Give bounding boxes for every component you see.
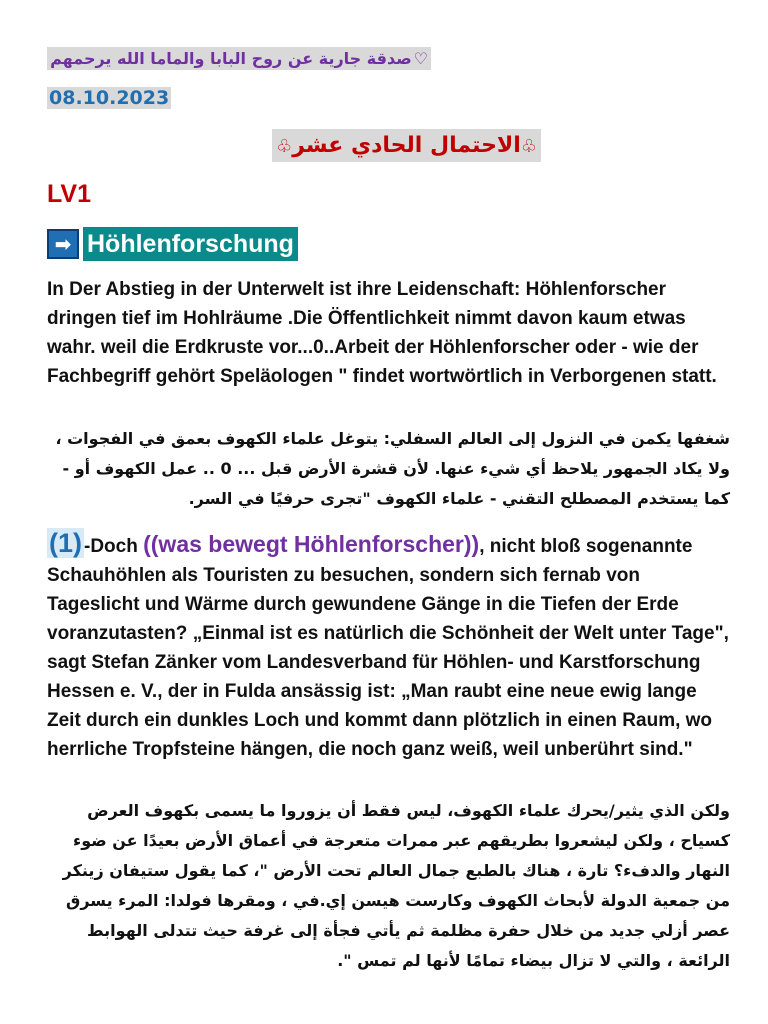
paragraph-number: (1) [49,528,82,558]
paragraph-german-1: In Der Abstieg in der Unterwelt ist ihre Leidenschaft: Höhlenforscher dringen tief im Hohlräume .Die Öffentlichkeit nimmt davon kaum etwas wahr. weil die Erdkruste vor...0..Arbeit der Höhlenforscher oder - wie der Fachbegriff gehört Speläologen " findet wortwörtlich in Verborgenen statt. [47,279,717,387]
heart-icon: ♡ [413,49,428,68]
paragraph-body: , nicht bloß sogenannte Schauhöhlen als Touristen zu besuchen, sondern sich fernab von Tageslicht und Wärme durch gewundene Gänge in die Tiefen der Erde voranzutasten? „Einmal ist es natürlich die Schönheit der Welt unter Tage", sagt Stefan Zänker vom Landesverband für Höhlen- und Karstforschung Hessen e. V., der in Fulda ansässig ist: „Man raubt eine neue ewig lange Zeit durch ein dunkles Loch und kommt dann plötzlich in einen Raum, wo herrliche Tropfsteine hängen, die noch ganz weiß, weil unberührt sind." [47,536,729,760]
heading-title: Höhlenforschung [83,227,298,261]
paragraph-german-2 [47,529,732,764]
paragraph-arabic-2: ولكن الذي يثير/يحرك علماء الكهوف، ليس فقط أن يزوروا ما يسمى بكهوف العرض كسياح ، ولكن ليشعروا بطريقهم عبر ممرات متعرجة في أعماق الأرض بعيدًا عن ضوء النهار والدفء؟ تارة ، هناك بالطبع جمال العالم تحت الأرض "، كما يقول ستيفان زينكر من جمعية الدولة لأبحاث الكهوف وكارست هيسن إي.في ، ومقرها فولدا: المرء يسرق عصر أزلي جديد من خلال حفرة مظلمة ثم يأتي فجأة إلى غرفة حيث تتدلى الهوابط الرائعة ، والتي لا تزال بيضاء تمامًا لأنها لم تمس ". [62,801,730,970]
level-label: LV1 [47,180,91,208]
paragraph-lead: -Doch [84,536,144,557]
date-label: 08.10.2023 [49,87,170,109]
question-highlight: ((was bewegt Höhlenforscher)) [143,531,480,557]
dedication-line [47,47,431,70]
dedication-text: صدقة جارية عن روح البابا والماما الله يرحمهم [50,49,412,68]
clover-icon: ♧ [520,136,537,157]
clover-icon: ♧ [276,136,293,157]
section-heading [47,227,298,261]
unit-title-text: الاحتمال الحادي عشر [292,133,521,158]
arrow-right-icon: ➡ [47,229,79,259]
unit-title [272,129,541,162]
paragraph-arabic-1: شغفها يكمن في النزول إلى العالم السفلي: يتوغل علماء الكهوف بعمق في الفجوات ، ولا يكاد الجمهور يلاحظ أي شيء عنها. لأن قشرة الأرض قبل ... 0 .. عمل الكهوف أو - كما يستخدم المصطلح التقني - علماء الكهوف "تجرى حرفيًا في السر. [55,429,730,508]
